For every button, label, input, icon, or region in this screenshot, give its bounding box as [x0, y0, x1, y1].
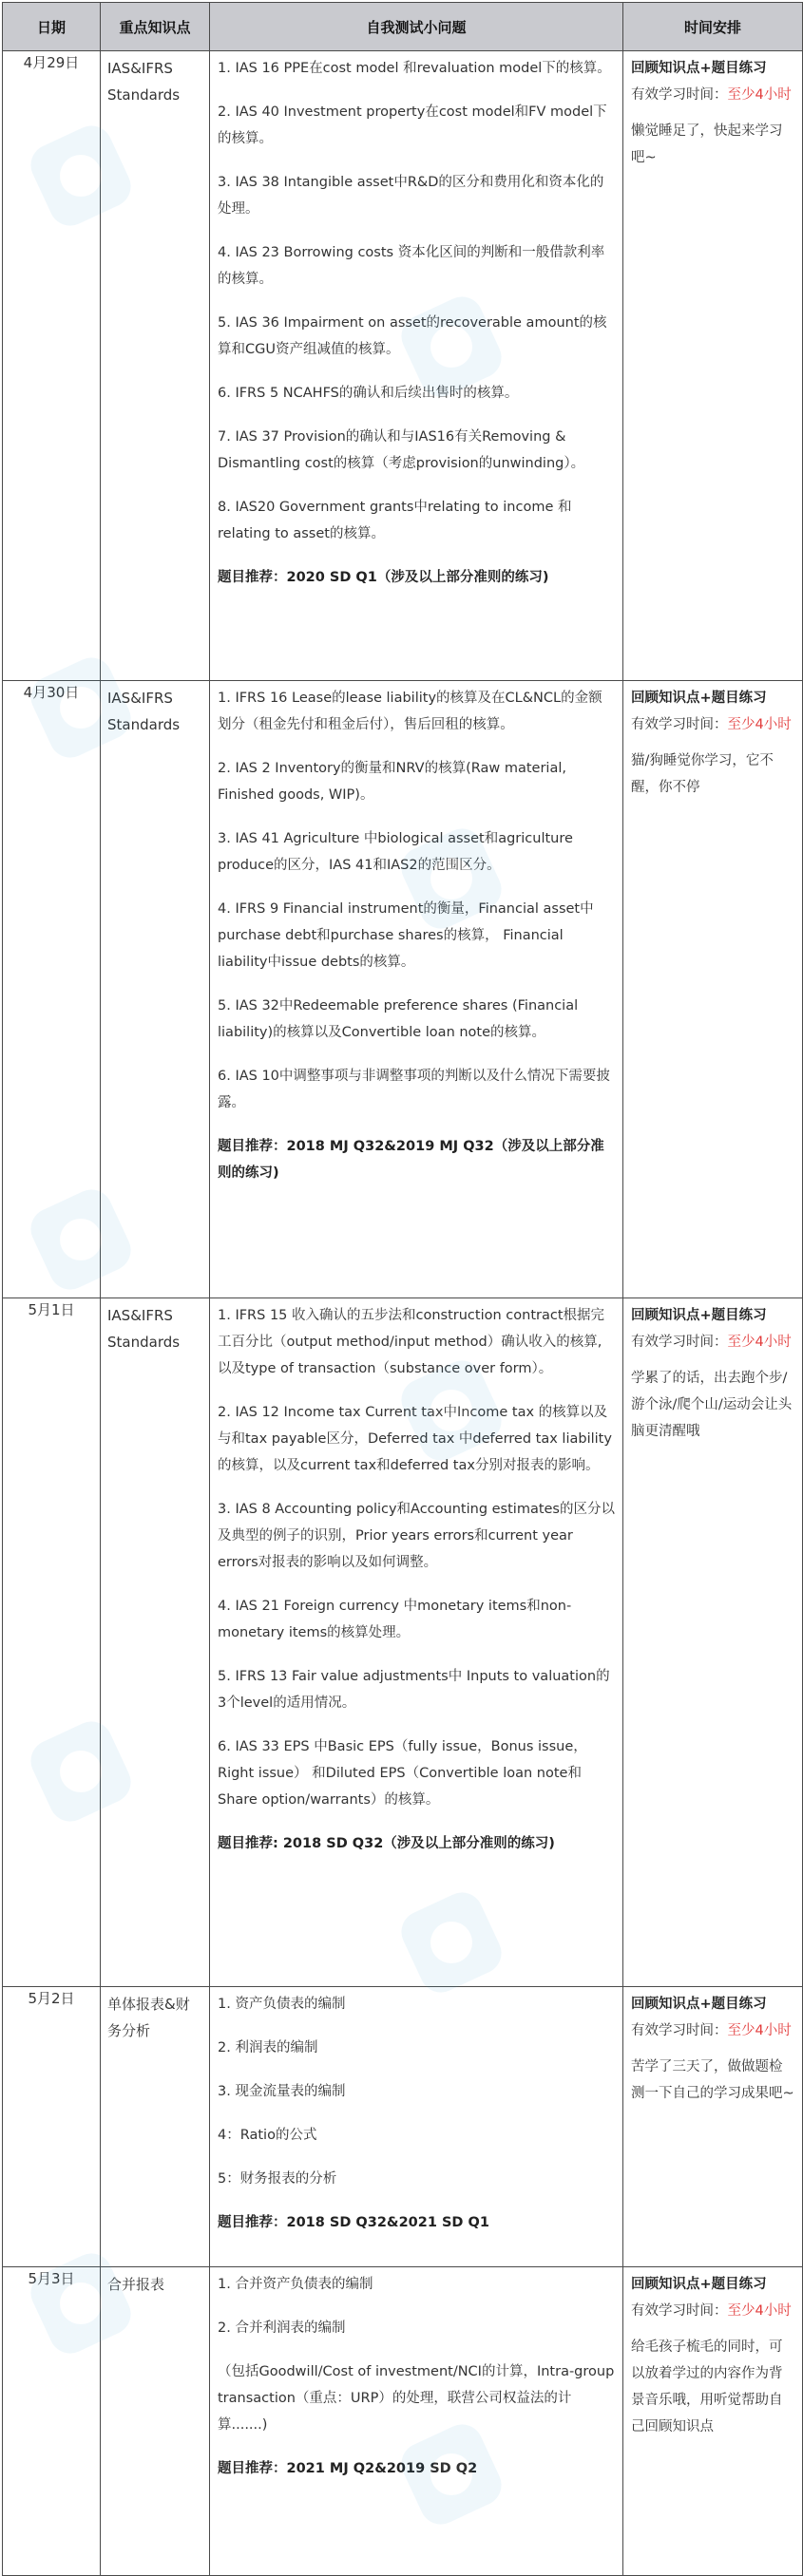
row-questions	[210, 1987, 623, 2267]
row-time-plan	[623, 2267, 803, 2576]
row-time-plan	[623, 51, 803, 681]
row-topic	[101, 2267, 210, 2576]
question-item: 4. IAS 21 Foreign currency 中monetary items和non-monetary items的核算处理。	[218, 1599, 572, 1640]
recommended-exercise: 题目推荐：2018 MJ Q32&2019 MJ Q32（涉及以上部分准则的练习)	[218, 1139, 604, 1181]
topic-line: Standards	[107, 1334, 181, 1351]
recommended-exercise: 题目推荐：2018 SD Q32&2021 SD Q1	[218, 2215, 489, 2230]
study-hours-highlight: 至少4小时	[727, 87, 792, 103]
header-questions: 自我测试小问题	[210, 3, 623, 51]
study-time-line	[631, 2017, 794, 2044]
question-item: 2. 利润表的编制	[218, 2040, 318, 2055]
header-time: 时间安排	[623, 3, 803, 51]
schedule-row	[3, 1298, 803, 1987]
study-hours-highlight: 至少4小时	[727, 1335, 792, 1350]
topic-line: IAS&IFRS	[107, 690, 173, 707]
question-item: 5. IAS 36 Impairment on asset的recoverable amount的核算和CGU资产组减值的核算。	[218, 315, 607, 357]
topic-line: 合并报表	[107, 2276, 165, 2293]
question-item: 7. IAS 37 Provision的确认和与IAS16有关Removing & Dismantling cost的核算（考虑provision的unwinding）。	[218, 429, 585, 471]
row-questions	[210, 51, 623, 681]
schedule-row	[3, 2267, 803, 2576]
question-item: 4. IFRS 9 Financial instrument的衡量，Financial asset中purchase debt和purchase shares的核算， Financial liability中issue debts的核算。	[218, 901, 594, 970]
question-item: 6. IAS 10中调整事项与非调整事项的判断以及什么情况下需要披露。	[218, 1069, 610, 1110]
schedule-row	[3, 1987, 803, 2267]
question-item: 3. 现金流量表的编制	[218, 2084, 346, 2099]
row-date: 5月1日	[3, 1298, 101, 1987]
question-item: 3. IAS 41 Agriculture 中biological asset和agriculture produce的区分，IAS 41和IAS2的范围区分。	[218, 831, 573, 873]
time-plan-title: 回顾知识点+题目练习	[631, 1997, 767, 2012]
recommended-exercise: 题目推荐：2020 SD Q1（涉及以上部分准则的练习)	[218, 570, 549, 585]
study-hours-highlight: 至少4小时	[727, 2303, 792, 2319]
time-plan-note: 懒觉睡足了，快起来学习吧~	[631, 123, 783, 165]
row-time-plan	[623, 1298, 803, 1987]
row-questions	[210, 681, 623, 1298]
topic-line: Standards	[107, 86, 181, 104]
row-topic	[101, 51, 210, 681]
topic-line: IAS&IFRS	[107, 1307, 173, 1324]
study-time-label: 有效学习时间：	[631, 2303, 728, 2319]
question-item: 3. IAS 38 Intangible asset中R&D的区分和费用化和资本化的处理。	[218, 175, 604, 217]
question-item: 6. IFRS 5 NCAHFS的确认和后续出售时的核算。	[218, 386, 519, 401]
study-time-line	[631, 711, 794, 738]
time-plan-title: 回顾知识点+题目练习	[631, 2277, 767, 2292]
row-questions	[210, 2267, 623, 2576]
question-item: 2. 合并利润表的编制	[218, 2320, 346, 2336]
question-item: 1. IFRS 16 Lease的lease liability的核算及在CL&NCL的金额划分（租金先付和租金后付），售后回租的核算。	[218, 691, 602, 732]
study-time-line	[631, 2298, 794, 2324]
question-item: 2. IAS 2 Inventory的衡量和NRV的核算(Raw material, Finished goods, WIP)。	[218, 761, 566, 803]
question-item: 2. IAS 12 Income tax Current tax中Income tax 的核算以及与和tax payable区分，Deferred tax 中deferred tax liability的核算，以及current tax和deferred tax分别对报表的影响。	[218, 1405, 612, 1473]
question-item: 4：Ratio的公式	[218, 2128, 317, 2143]
row-time-plan	[623, 681, 803, 1298]
row-questions	[210, 1298, 623, 1987]
question-item: 4. IAS 23 Borrowing costs 资本化区间的判断和一般借款利率的核算。	[218, 245, 605, 287]
schedule-row	[3, 51, 803, 681]
study-time-label: 有效学习时间：	[631, 1335, 728, 1350]
header-topic: 重点知识点	[101, 3, 210, 51]
time-plan-note: 学累了的话，出去跑个步/游个泳/爬个山/运动会让头脑更清醒哦	[631, 1371, 793, 1439]
recommended-exercise: 题目推荐：2021 MJ Q2&2019 SD Q2	[218, 2461, 478, 2476]
question-item: 5. IAS 32中Redeemable preference shares (Financial liability)的核算以及Convertible loan note的核算。	[218, 998, 579, 1040]
question-item: 3. IAS 8 Accounting policy和Accounting estimates的区分以及典型的例子的识别，Prior years errors和current year errors对报表的影响以及如何调整。	[218, 1502, 615, 1570]
row-date: 5月2日	[3, 1987, 101, 2267]
study-hours-highlight: 至少4小时	[727, 2023, 792, 2038]
study-schedule-table	[2, 2, 803, 2576]
question-item: 1. 资产负债表的编制	[218, 1997, 346, 2012]
topic-line: 单体报表&财务分析	[107, 1996, 190, 2039]
recommended-exercise: 题目推荐: 2018 SD Q32（涉及以上部分准则的练习)	[218, 1836, 555, 1851]
question-item: 1. 合并资产负债表的编制	[218, 2277, 373, 2292]
question-item: 1. IAS 16 PPE在cost model 和revaluation model下的核算。	[218, 61, 611, 76]
question-item: （包括Goodwill/Cost of investment/NCI的计算，Intra-group transaction（重点：URP）的处理，联营公司权益法的计算.......)	[218, 2364, 615, 2433]
row-topic	[101, 681, 210, 1298]
study-time-label: 有效学习时间：	[631, 2023, 728, 2038]
study-time-line	[631, 1329, 794, 1355]
time-plan-title: 回顾知识点+题目练习	[631, 691, 767, 706]
topic-line: Standards	[107, 716, 181, 733]
topic-line: IAS&IFRS	[107, 60, 173, 77]
time-plan-note: 猫/狗睡觉你学习，它不醒，你不停	[631, 753, 774, 795]
time-plan-note: 给毛孩子梳毛的同时，可以放着学过的内容作为背景音乐哦，用听觉帮助自己回顾知识点	[631, 2339, 783, 2434]
time-plan-note: 苦学了三天了，做做题检测一下自己的学习成果吧~	[631, 2059, 794, 2101]
question-item: 8. IAS20 Government grants中relating to income 和relating to asset的核算。	[218, 500, 572, 541]
header-row	[3, 3, 803, 51]
row-date: 4月30日	[3, 681, 101, 1298]
study-time-line	[631, 82, 794, 108]
row-topic	[101, 1298, 210, 1987]
question-item: 5：财务报表的分析	[218, 2171, 337, 2187]
time-plan-title: 回顾知识点+题目练习	[631, 1308, 767, 1323]
row-date: 5月3日	[3, 2267, 101, 2576]
question-item: 2. IAS 40 Investment property在cost model和FV model下的核算。	[218, 104, 607, 146]
study-time-label: 有效学习时间：	[631, 87, 728, 103]
question-item: 1. IFRS 15 收入确认的五步法和construction contract根据完工百分比（output method/input method）确认收入的核算,以及type of transaction（substance over form）。	[218, 1308, 605, 1376]
row-topic	[101, 1987, 210, 2267]
question-item: 5. IFRS 13 Fair value adjustments中 Inputs to valuation的3个level的适用情况。	[218, 1669, 610, 1711]
schedule-row	[3, 681, 803, 1298]
row-date: 4月29日	[3, 51, 101, 681]
header-date: 日期	[3, 3, 101, 51]
question-item: 6. IAS 33 EPS 中Basic EPS（fully issue，Bonus issue，Right issue） 和Diluted EPS（Convertible loan note和Share option/warrants）的核算。	[218, 1739, 587, 1808]
study-time-label: 有效学习时间：	[631, 717, 728, 732]
study-hours-highlight: 至少4小时	[727, 717, 792, 732]
row-time-plan	[623, 1987, 803, 2267]
time-plan-title: 回顾知识点+题目练习	[631, 61, 767, 76]
